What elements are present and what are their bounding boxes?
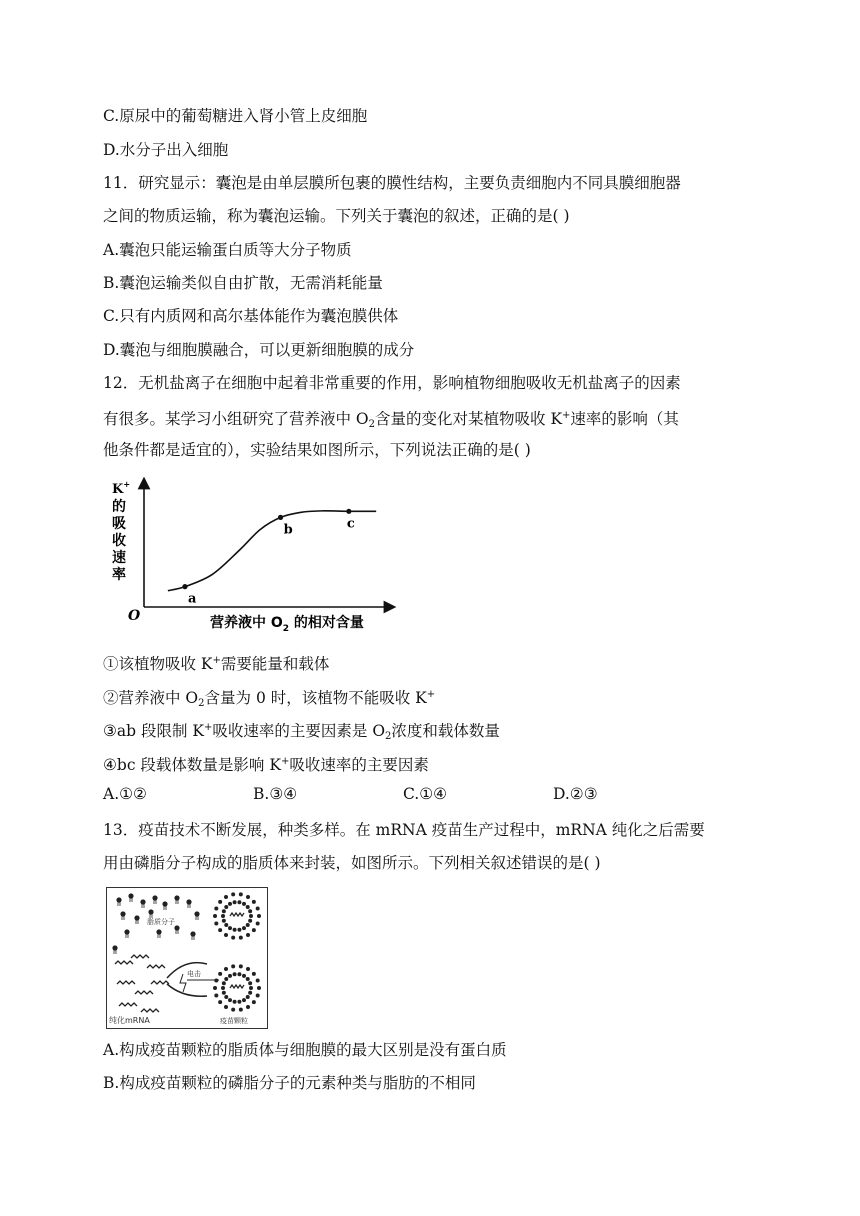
mrna-strand (117, 981, 135, 984)
y-axis-label-char: 率 (112, 567, 126, 583)
y-axis-label-char: 的 (112, 499, 126, 515)
statement-1: ①该植物吸收 K+需要能量和载体 (103, 655, 330, 673)
vaccine-particles (213, 892, 261, 1011)
statement-2: ②营养液中 $O_2$含量为 0 时，该植物不能吸收 K+ (103, 689, 436, 709)
option-b: B.囊泡运输类似自由扩散，无需消耗能量 (103, 274, 383, 292)
point-b (278, 515, 283, 520)
vaccine-particle (213, 892, 261, 939)
mrna-strand (147, 965, 165, 968)
lightning-icon (180, 974, 186, 992)
question-13-text: 用由磷脂分子构成的脂质体来封装，如图所示。下列相关叙述错误的是( ) (103, 854, 601, 872)
text-line: D.水分子出入细胞 (103, 141, 229, 159)
lipid-molecule (186, 899, 191, 908)
option-a: A.①② (103, 785, 147, 803)
y-axis-label-char: 吸 (112, 516, 126, 532)
mrna-strand (141, 1009, 159, 1012)
lipid-molecule (112, 945, 117, 954)
reaction-arrow (167, 984, 207, 996)
lipid-molecule (140, 899, 145, 908)
lipid-molecule (156, 929, 161, 938)
lipid-molecule (120, 911, 125, 920)
lipid-molecule (128, 893, 133, 902)
mrna-strand (135, 991, 153, 994)
absorption-curve (168, 511, 376, 591)
mrna-label: 纯化mRNA (109, 1016, 150, 1025)
question-12-text: 有很多。某学习小组研究了营养液中 $O_2$含量的变化对某植物吸收 K+速率的影响（其 (103, 410, 679, 430)
lipid-molecule (124, 929, 129, 938)
question-13-text: 13．疫苗技术不断发展，种类多样。在 mRNA 疫苗生产过程中，mRNA 纯化之后需要 (103, 821, 705, 839)
point-a (182, 584, 187, 589)
question-12-text: 他条件都是适宜的），实验结果如图所示，下列说法正确的是( ) (103, 441, 531, 459)
lipid-molecule (152, 895, 157, 904)
mrna-strand (151, 981, 169, 984)
mrna-strand (115, 961, 133, 964)
origin-label: O (128, 608, 141, 624)
lipid-molecule (174, 895, 179, 904)
question-11-text: 11．研究显示：囊泡是由单层膜所包裹的膜性结构，主要负责细胞内不同具膜细胞器 (103, 174, 681, 192)
lipid-molecule (116, 897, 121, 906)
point-label-b: b (283, 522, 293, 538)
question-11-text: 之间的物质运输，称为囊泡运输。下列关于囊泡的叙述，正确的是( ) (103, 207, 570, 225)
vaccine-particle (213, 964, 261, 1011)
lipid-molecule (148, 909, 153, 918)
option-c: C.只有内质网和高尔基体能作为囊泡膜供体 (103, 307, 399, 325)
y-axis-label (112, 498, 126, 583)
lipid-molecule (174, 925, 179, 934)
point-label-a: a (187, 591, 197, 607)
mrna-strands (115, 955, 169, 1012)
text-line: C.原尿中的葡萄糖进入肾小管上皮细胞 (103, 107, 368, 125)
statement-3: ③ab 段限制 K+吸收速率的主要因素是 $O_2$浓度和载体数量 (103, 722, 500, 742)
mrna-strand (119, 1003, 137, 1006)
option-d: D.②③ (553, 785, 598, 803)
option-b: B.③④ (253, 785, 298, 803)
option-a: A.囊泡只能运输蛋白质等大分子物质 (103, 241, 352, 259)
y-axis-label-char: 收 (112, 533, 126, 549)
lipid-molecule (162, 901, 167, 910)
mrna-strand (131, 955, 149, 958)
option-b: B.构成疫苗颗粒的磷脂分子的元素种类与脂肪的不相同 (103, 1074, 476, 1092)
x-axis-label: 营养液中 $O_2$ 的相对含量 (210, 615, 364, 634)
y-axis-label-char: 速 (112, 550, 126, 566)
shock-label: 电击 (187, 970, 201, 978)
point-label-c: c (346, 516, 355, 532)
particle-label: 疫苗颗粒 (220, 1017, 248, 1025)
lipid-label: 脂质分子 (147, 918, 175, 926)
lipid-molecule (190, 931, 195, 940)
y-axis-label-k: K+ (112, 479, 131, 497)
k-absorption-chart (108, 475, 398, 635)
option-a: A.构成疫苗颗粒的脂质体与细胞膜的最大区别是没有蛋白质 (103, 1041, 507, 1059)
options-12 (0, 785, 860, 805)
vaccine-figure (106, 887, 268, 1029)
lipid-molecule (194, 911, 199, 920)
option-c: C.①④ (403, 785, 448, 803)
point-c (346, 509, 351, 514)
option-d: D.囊泡与细胞膜融合，可以更新细胞膜的成分 (103, 341, 415, 359)
question-12-text: 12．无机盐离子在细胞中起着非常重要的作用，影响植物细胞吸收无机盐离子的因素 (103, 374, 681, 392)
lipid-molecule (134, 915, 139, 924)
statement-4: ④bc 段载体数量是影响 K+吸收速率的主要因素 (103, 756, 429, 774)
